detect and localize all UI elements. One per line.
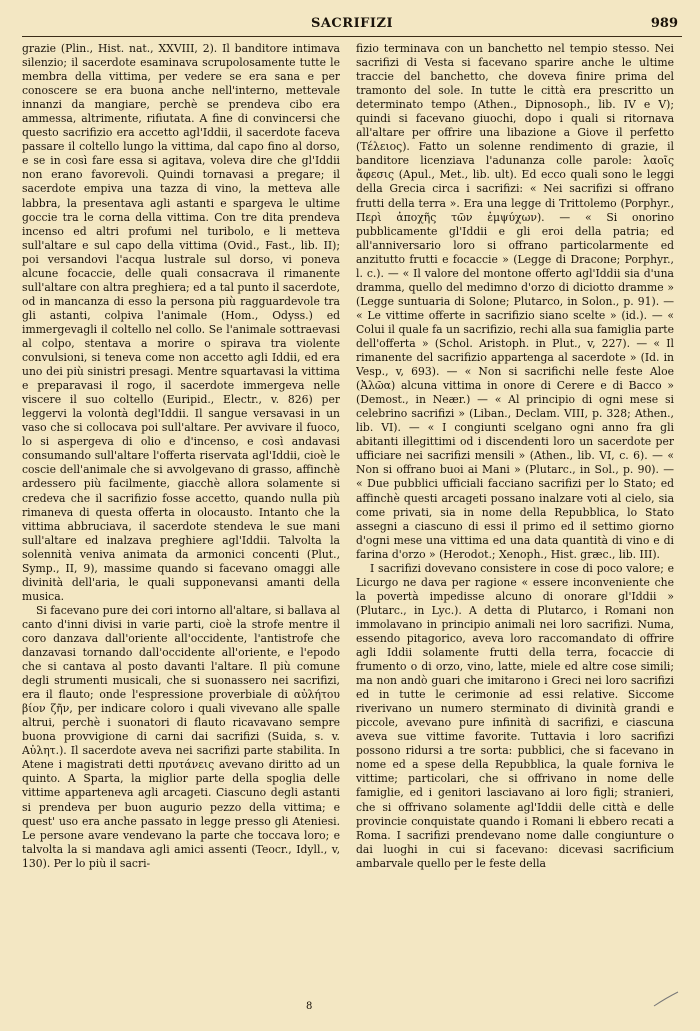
paragraph: Si facevano pure dei cori intorno all'altare, si ballava al canto d'inni divisi in varie parti, cioè la strofe mentre il coro danzava dall'oriente all'occidente, l'antistrofe che danzavasi tornando dall'occidente all'oriente, e l'epodo che si cantava al posto davanti l'altare. Il più comune degli strumenti musicali, che si suonassero nei sacrifizi, era il flauto; onde l'espressione proverbiale di αὐλήτου βίον ζῆν, per indicare coloro i quali vivevano alle spalle altrui, perchè i suonatori di flauto ricavavano sempre buona provvigione di carni dai sacrifizi (Suida, s. v. Αὐλητ.). Il sacerdote aveva nei sacrifizi parte stabilita. In Atene i magistrati detti πρυτάνεις avevano diritto ad un quinto. A Sparta, la miglior parte della spoglia delle vittime apparteneva agli arcageti. Ciascuno degli astanti si prendeva per buon augurio pezzo della vittima; e quest' uso era anche passato in legge presso gli Ateniesi. Le persone avare vendevano la parte che toccava loro; e talvolta la si mandava agli amici assenti (Teocr., Idyll., v, 130). Per lo più il sacri-	[22, 603, 340, 870]
pen-stroke-mark	[652, 990, 682, 1010]
paragraph: I sacrifizi dovevano consistere in cose di poco valore; e Licurgo ne dava per ragione « essere inconveniente che la povertà impedisse alcuno di onorare gl'Iddii » (Plutarc., in Lyc.). A detta di Plutarco, i Romani non immolavano in principio animali nei loro sacrifizi. Numa, essendo pitagorico, aveva loro raccomandato di offrire agli Iddii solamente frutti della terra, focaccie di frumento o di orzo, vino, latte, miele ed altre cose simili; ma non andò guari che imitarono i Greci nei loro sacrifizi ed in tutte le cerimonie ad essi relative. Siccome riverivano un numero sterminato di divinità grandi e piccole, avevano pure infinità di sacrifizi, e ciascuna aveva sue vittime favorite. Tuttavia i loro sacrifizi possono ridursi a tre sorta: pubblici, che si facevano in nome ed a spese della Repubblica, la quale forniva le vittime; particolari, che si offrivano in nome delle famiglie, ed i genitori lasciavano ai loro figli; stranieri, che si offrivano solamente agl'Iddii delle città e delle provincie conquistate quando i Romani li ebbero recati a Roma. I sacrifizi prendevano nome dalle congiunture o dai luoghi in cui si facevano: dicevasi sacrificium ambarvale quello per le feste della	[356, 561, 674, 870]
left-column	[22, 42, 340, 994]
page-header	[22, 14, 682, 37]
page-number: 989	[650, 16, 678, 31]
page-title: SACRIFIZI	[310, 16, 394, 31]
right-column	[356, 42, 674, 994]
paragraph: fizio terminava con un banchetto nel tempio stesso. Nei sacrifizi di Vesta si facevano sparire anche le ultime traccie del banchetto, che doveva finire prima del tramonto del sole. In tutte le città era prescritto un determinato tempo (Athen., Dipnosoph., lib. IV e V); quindi si facevano giuochi, dopo i quali si ritornava all'altare per offrire una libazione a Giove il perfetto (Τέλειος). Fatto un solenne rendimento di grazie, il banditore licenziava l'adunanza colle parole: λαοῖς ἄφεσις (Apul., Met., lib. ult). Ed ecco quali sono le leggi della Grecia circa i sacrifizi: « Nei sacrifizi si offrano frutti della terra ». Era una legge di Trittolemo (Porphyr., Περὶ ἀποχῆς τῶν ἐμψύχων). — « Si onorino pubblicamente gl'Iddii e gli eroi della patria; ed all'anniversario loro si offrano particolarmente ed anzitutto frutti e focaccie » (Legge di Dracone; Porphyr., l. c.). — « Il valore del montone offerto agl'Iddii sia d'una dramma, quello del medimno d'orzo di diciotto dramme » (Legge suntuaria di Solone; Plutarco, in Solon., p. 91). — « Le vittime offerte in sacrifizio siano scelte » (id.). — « Colui il quale fa un sacrifizio, rechi alla sua famiglia parte dell'offerta » (Schol. Aristoph. in Plut., v, 227). — « Il rimanente del sacrifizio appartenga al sacerdote » (Id. in Vesp., v, 693). — « Non si sacrifichi nelle feste Aloe (Ἀλῶα) alcuna vittima in onore di Cerere e di Bacco » (Demost., in Neær.) — « Al principio di ogni mese si celebrino sacrifizi » (Liban., Declam. VIII, p. 328; Athen., lib. VI). — « I congiunti scelgano ogni anno fra gli abitanti illegittimi od i discendenti loro un sacerdote per ufficiare nei sacrifizi mensili » (Athen., lib. VI, c. 6). — « Non si offrano buoi ai Mani » (Plutarc., in Sol., p. 90). — « Due pubblici ufficiali facciano sacrifizi per lo Stato; ed affinchè questi arcageti possano inalzare voti al cielo, sia come privati, sia in nome della Repubblica, lo Stato assegni a ciascuno di essi il primo ed il settimo giorno d'ogni mese una vittima ed una data quantità di vino e di farina d'orzo » (Herodot.; Xenoph., Hist. græc., lib. III).	[356, 42, 674, 561]
text-columns	[22, 42, 674, 994]
signature-mark: 8	[306, 1001, 313, 1012]
paragraph: grazie (Plin., Hist. nat., XXVIII, 2). Il banditore intimava silenzio; il sacerdote esaminava scrupolosamente tutte le membra della vittima, per vedere se era sana e per conoscere se era buona anche nell'interno, mettevale innanzi da mangiare, perchè se prendeva cibo era ammessa, altrimente, rifiutata. A fine di convincersi che questo sacrifizio era accetto agl'Iddii, il sacerdote faceva passare il coltello lungo la vittima, dal capo fino al dorso, e se in così fare essa si agitava, voleva dire che gl'Iddii non erano favorevoli. Quindi tornavasi a pregare; il sacerdote empiva una tazza di vino, la metteva alle labbra, la presentava agli astanti e spargeva le ultime goccie tra le corna della vittima. Con tre dita prendeva incenso ed altri profumi nel turibolo, e li metteva sull'altare e sul capo della vittima (Ovid., Fast., lib. II); poi versandovi l'acqua lustrale sul dorso, vi poneva alcune focaccie, delle quali consacrava il rimanente sull'altare con altra preghiera; ed a tal punto il sacerdote, od in mancanza di esso la persona più ragguardevole tra gli astanti, colpiva l'animale (Hom., Odyss.) ed immergevagli il coltello nel collo. Se l'animale sottraevasi al colpo, stentava a morire o spirava tra violente convulsioni, si teneva come non accetto agli Iddii, ed era uno dei più sinistri presagi. Mentre squartavasi la vittima e preparavasi il rogo, il sacerdote immergeva nelle viscere il suo coltello (Euripid., Electr., v. 826) per leggervi la volontà degl'Iddii. Il sangue versavasi in un vaso che si collocava poi sull'altare. Per avvivare il fuoco, lo si aspergeva di olio e d'incenso, e così andavasi consumando sull'altare l'offerta riservata agl'Iddii, cioè le coscie dell'animale che si avvolgevano di grasso, affinchè ardessero più facilmente, giacchè allora solamente si credeva che il sacrifizio fosse accetto, quando nulla più rimaneva di questa offerta in olocausto. Intanto che la vittima abbruciava, il sacerdote stendeva le sue mani sull'altare ed inalzava preghiere agl'Iddii. Talvolta la solennità veniva animata da armonici concenti (Plut., Symp., II, 9), massime quando si facevano omaggi alle divinità dell'aria, le quali supponevansi amanti della musica.	[22, 42, 340, 603]
